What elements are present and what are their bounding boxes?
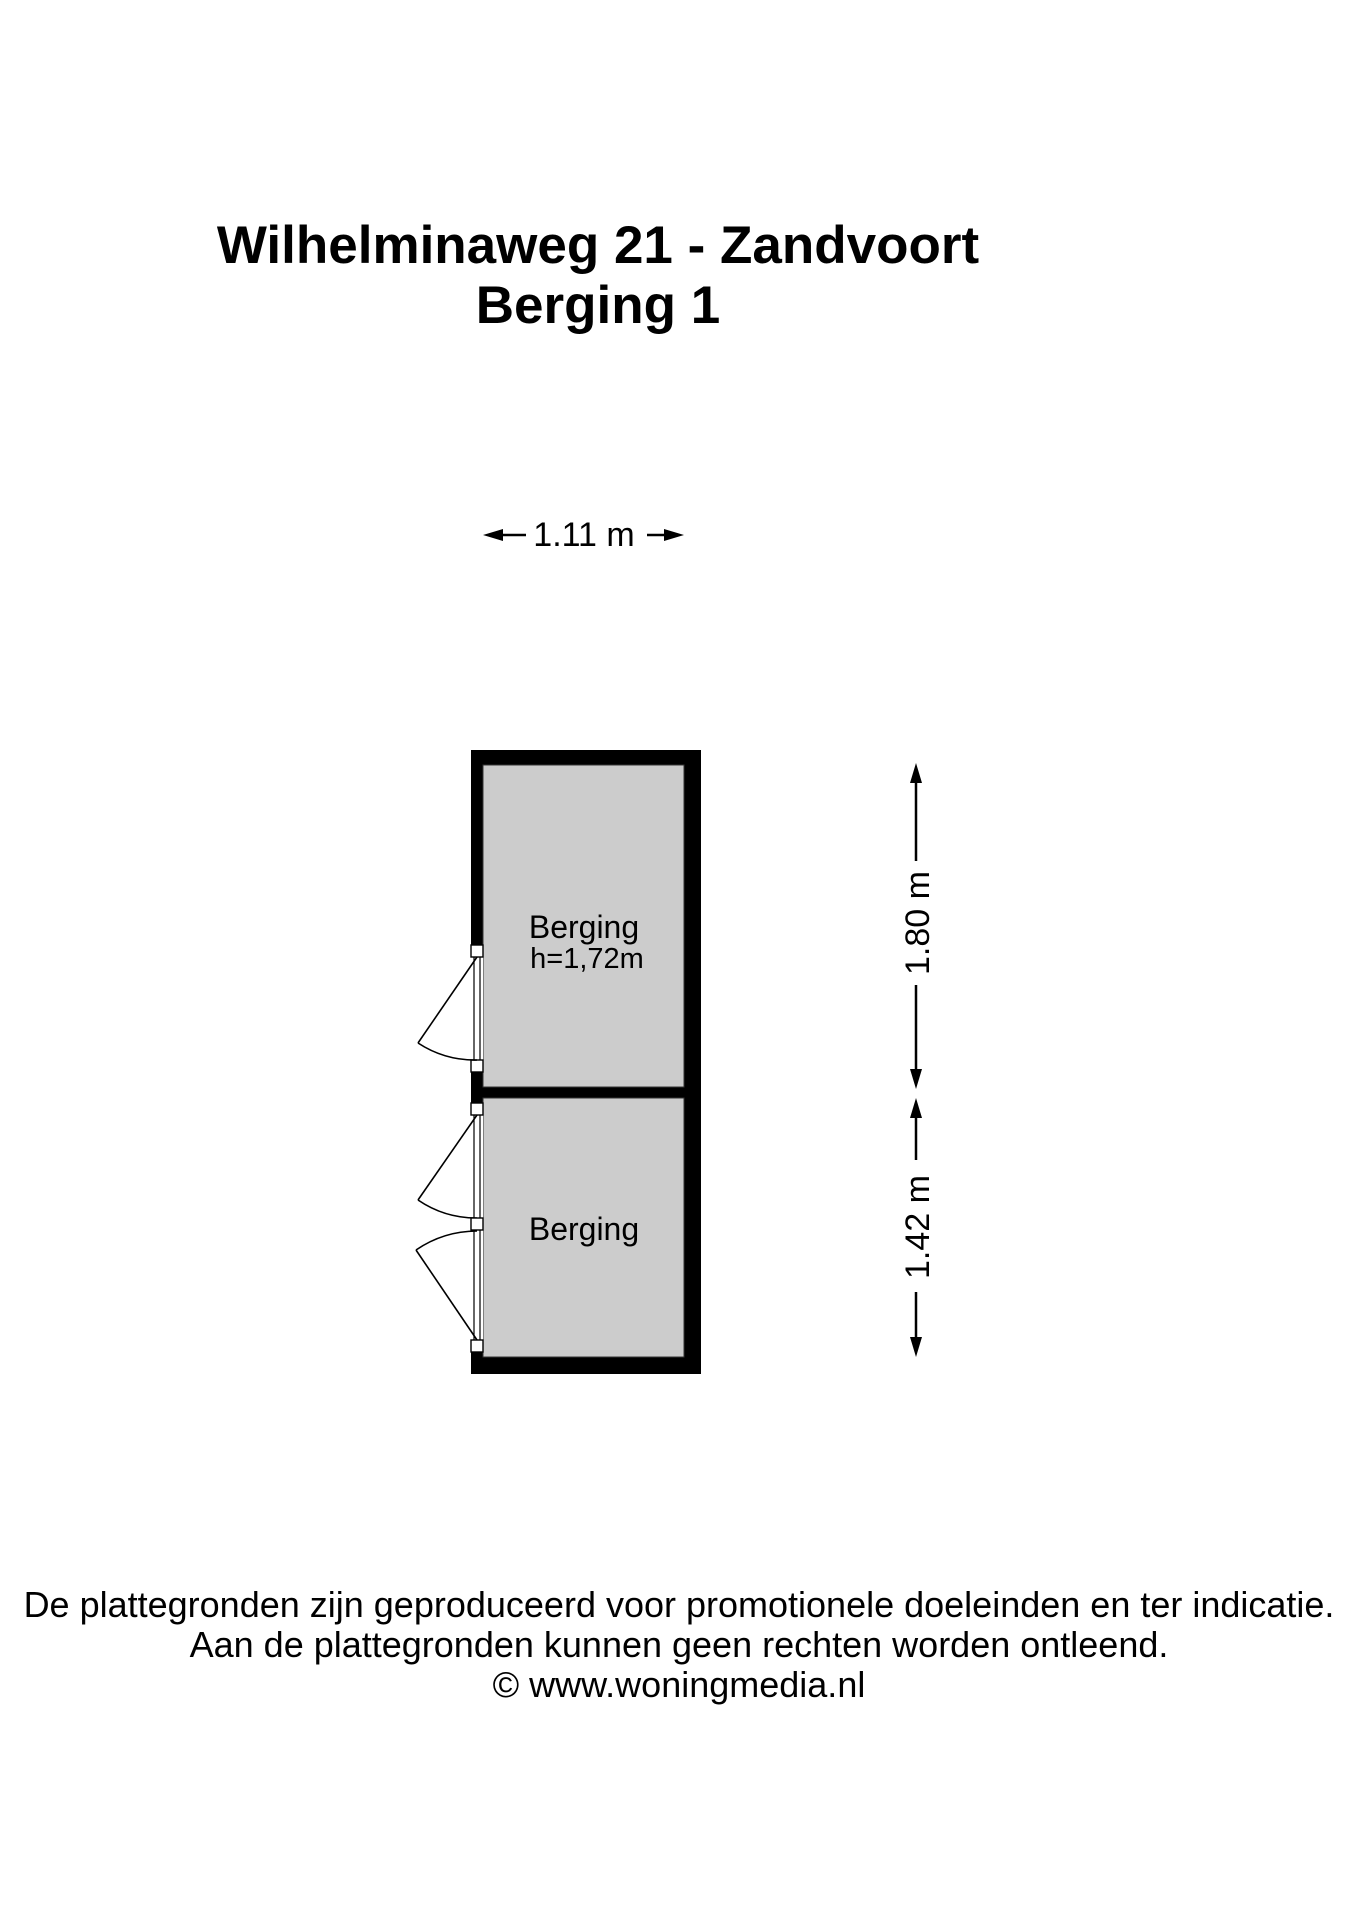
room-label-upper: Berging <box>528 909 640 945</box>
plan-subtitle: Berging 1 <box>475 276 721 335</box>
copyright-line: © www.woningmedia.nl <box>492 1664 866 1705</box>
door-jamb <box>471 1103 483 1115</box>
upper-room-length-label: 1.80 m <box>899 871 937 975</box>
room-label-lower: Berging <box>528 1211 640 1247</box>
door-jamb <box>471 945 483 957</box>
disclaimer-line-2: Aan de plattegronden kunnen geen rechten worden ontleend. <box>189 1624 1169 1665</box>
address-title: Wilhelminaweg 21 - Zandvoort <box>216 216 980 275</box>
door-jamb <box>471 1340 483 1352</box>
door-jamb <box>471 1218 483 1230</box>
door-jamb <box>471 1060 483 1072</box>
disclaimer-line-1: De plattegronden zijn geproduceerd voor promotionele doeleinden en ter indicatie. <box>23 1584 1335 1625</box>
lower-room-length-label: 1.42 m <box>899 1175 937 1279</box>
width-label: 1.11 m <box>533 516 635 554</box>
room-height-upper: h=1,72m <box>530 943 644 975</box>
